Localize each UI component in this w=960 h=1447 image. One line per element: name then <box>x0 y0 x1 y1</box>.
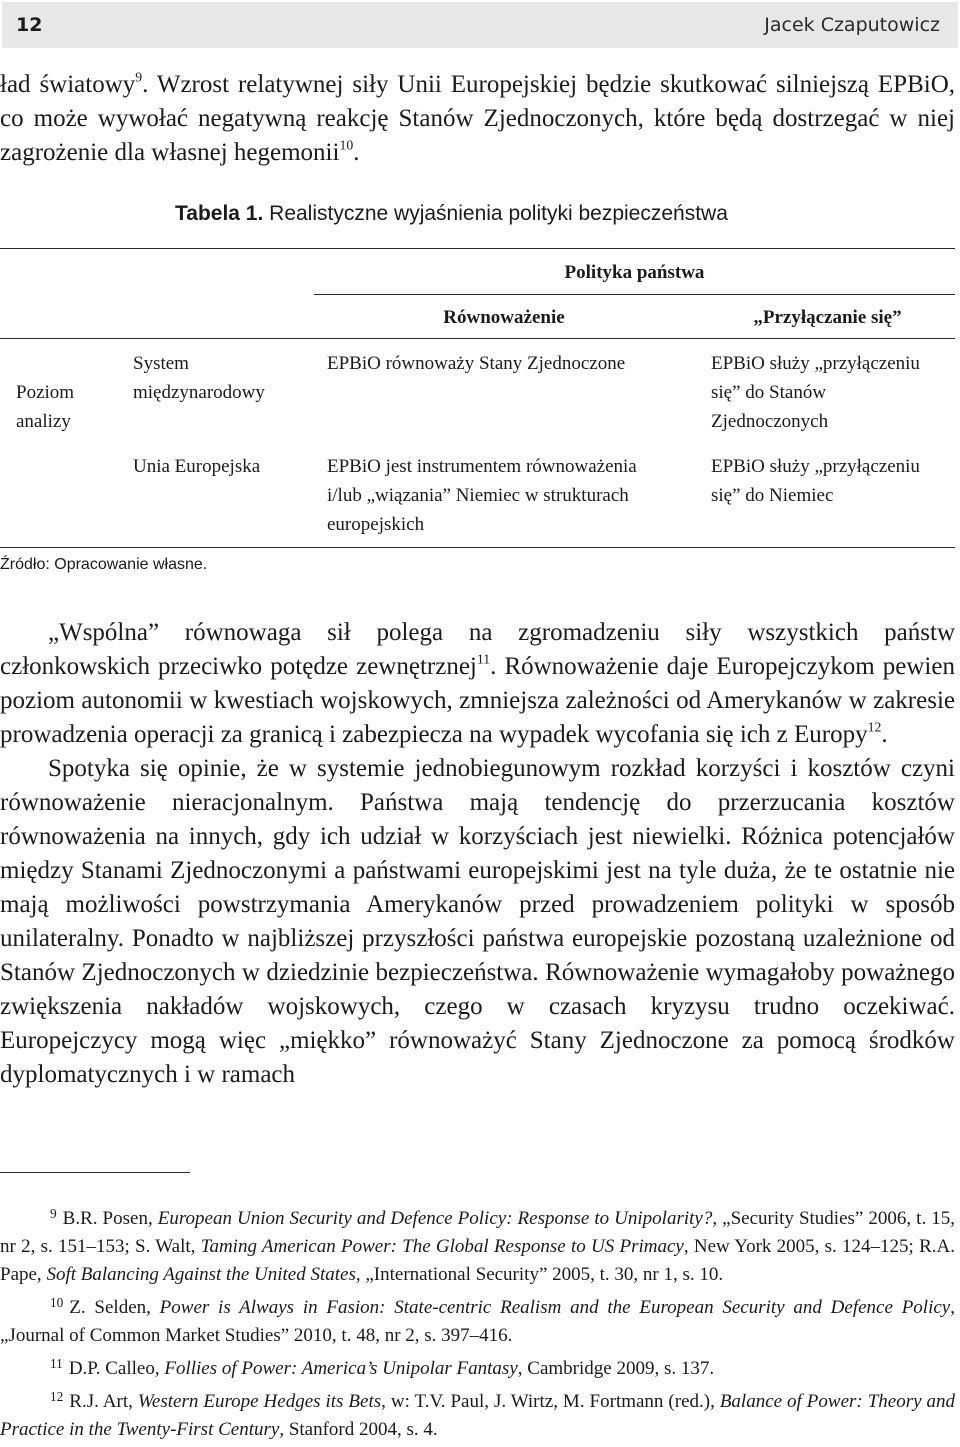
footnote-number: 10 <box>50 1294 64 1310</box>
table-rule-header <box>0 338 955 339</box>
footnote-separator <box>0 1172 190 1173</box>
footnote-text: , „International Security” 2005, t. 30, nr 1, s. 10. <box>355 1263 724 1285</box>
footnote-text: B.R. Posen, <box>62 1207 158 1229</box>
footnote-title: Soft Balancing Against the United States <box>46 1263 356 1285</box>
footnote-title: Follies of Power: America’s Unipolar Fantasy <box>164 1357 518 1379</box>
paragraph-text: ład światowy <box>0 71 136 98</box>
table-cell-bandwagoning: EPBiO służy „przyłączeniu się” do Niemiec <box>711 456 920 506</box>
paragraph-text: . Równoważenie daje Europejczykom pewien poziom autonomii w kwestiach wojskowych, zmniejsza zależności od Amerykanów w zakresie prowadzenia operacji za granicą i zabezpiecza na wypadek wycofania się ich z Europy <box>0 653 955 748</box>
paragraph-text: . Wzrost relatywnej siły Unii Europejskiej będzie skutkować silniejszą EPBiO, co może wywołać negatywną reakcję Stanów Zjednoczonych, które będą dostrzegać w niej zagrożenie dla własnej hegemonii <box>0 71 956 166</box>
footnote-number: 11 <box>50 1355 63 1371</box>
footnote-text: , New York 2005, s. 124–125; R.A. Pape, <box>0 1235 955 1285</box>
table-rule-bottom <box>0 547 955 548</box>
footnote-title: Balance of Power: Theory and Practice in the Twenty-First Century <box>0 1390 956 1440</box>
footnote <box>0 1350 955 1383</box>
footnote-ref[interactable]: 12 <box>867 719 882 735</box>
paragraph-body <box>0 616 955 1092</box>
footnote-number: 12 <box>50 1388 64 1404</box>
footnote <box>0 1200 955 1289</box>
table-caption-text: Realistyczne wyjaśnienia polityki bezpieczeństwa <box>263 202 728 225</box>
footnote-number: 9 <box>50 1206 57 1221</box>
footnote-title: Western Europe Hedges its Bets <box>137 1390 382 1412</box>
table-rule-top <box>0 248 955 249</box>
table-cell-bandwagoning: EPBiO służy „przyłączeniu się” do Stanów Zjednoczonych <box>711 353 920 432</box>
footnote-text: D.P. Calleo, <box>68 1357 165 1379</box>
footnote-text: , „Journal of Common Market Studies” 2010, t. 48, nr 2, s. 397–416. <box>0 1296 955 1346</box>
table-cell-level: Unia Europejska <box>133 456 261 477</box>
footnote-ref[interactable]: 11 <box>476 651 491 667</box>
table-cell-balancing: EPBiO jest instrumentem równoważenia i/lub „wiązania” Niemiec w strukturach europejskich <box>327 456 637 535</box>
page-number: 12 <box>16 14 43 36</box>
table-row-group-label: Poziom analizy <box>16 382 75 432</box>
running-header <box>2 2 958 48</box>
paragraph-text: „Wspólna” równowaga sił polega na zgromadzeniu siły wszystkich państw członkowskich przeciwko potędze zewnętrznej <box>0 619 955 680</box>
footnote-text: R.J. Art, <box>69 1390 138 1412</box>
footnote-text: , w: T.V. Paul, J. Wirtz, M. Fortmann (red.), <box>381 1390 720 1412</box>
paragraph-text: . <box>353 139 360 166</box>
footnote-title: Taming American Power: The Global Response to US Primacy <box>200 1235 684 1257</box>
footnote-title: Power is Always in Fasion: State-centric Realism and the European Security and Defence Policy <box>159 1296 951 1318</box>
policy-table <box>0 248 955 548</box>
footnote-text: , Cambridge 2009, s. 137. <box>517 1357 715 1379</box>
table-caption <box>175 202 728 226</box>
table-cell-balancing: EPBiO równoważy Stany Zjednoczone <box>327 353 626 374</box>
footnote-title: European Union Security and Defence Policy: Response to Unipolarity? <box>157 1207 713 1229</box>
table-source: Źródło: Opracowanie własne. <box>0 556 208 573</box>
paragraph-text: Spotyka się opinie, że w systemie jednobiegunowym rozkład korzyści i kosztów czyni równoważenie nieracjonalnym. Państwa mają tendencję do przerzucania kosztów równoważenia na innych, gdy ich udział w korzyściach jest niewielki. Różnica potencjałów między Stanami Zjednoczonymi a państwami europejskimi jest na tyle duża, że te ostatnie nie mają możliwości powstrzymania Amerykanów przed prowadzeniem polityki w sposób unilateralny. Ponadto w najbliższej przyszłości państwa europejskie pozostaną uzależnione od Stanów Zjednoczonych w dziedzinie bezpieczeństwa. Równoważenie wymagałoby poważnego zwiększenia nakładów wojskowych, czego w czasach kryzysu trudno oczekiwać. Europejczycy mogą więc „miękko” równoważyć Stany Zjednoczone za pomocą środków dyplomatycznych i w ramach <box>0 755 955 1088</box>
table-cell-level: System międzynarodowy <box>133 353 265 403</box>
table-header-balancing: Równoważenie <box>443 307 565 328</box>
table-rule-sub <box>314 294 955 295</box>
paragraph-intro <box>0 68 955 170</box>
table-caption-label: Tabela 1. <box>175 202 264 225</box>
footnote-text: , Stanford 2004, s. 4. <box>279 1418 438 1440</box>
table-header-state-policy: Polityka państwa <box>564 262 705 283</box>
footnote-ref[interactable]: 9 <box>135 69 143 85</box>
footnote-text: Z. Selden, <box>69 1296 160 1318</box>
footnote-text: , „Security Studies” 2006, t. 15, nr 2, s. 151–153; S. Walt, <box>0 1207 955 1257</box>
table-header-bandwagoning: „Przyłączanie się” <box>753 307 902 328</box>
footnotes <box>0 1200 955 1444</box>
paragraph-text: . <box>881 721 888 748</box>
footnote <box>0 1383 955 1444</box>
running-header-author: Jacek Czaputowicz <box>764 14 940 36</box>
footnote <box>0 1289 955 1350</box>
footnote-ref[interactable]: 10 <box>339 137 354 153</box>
